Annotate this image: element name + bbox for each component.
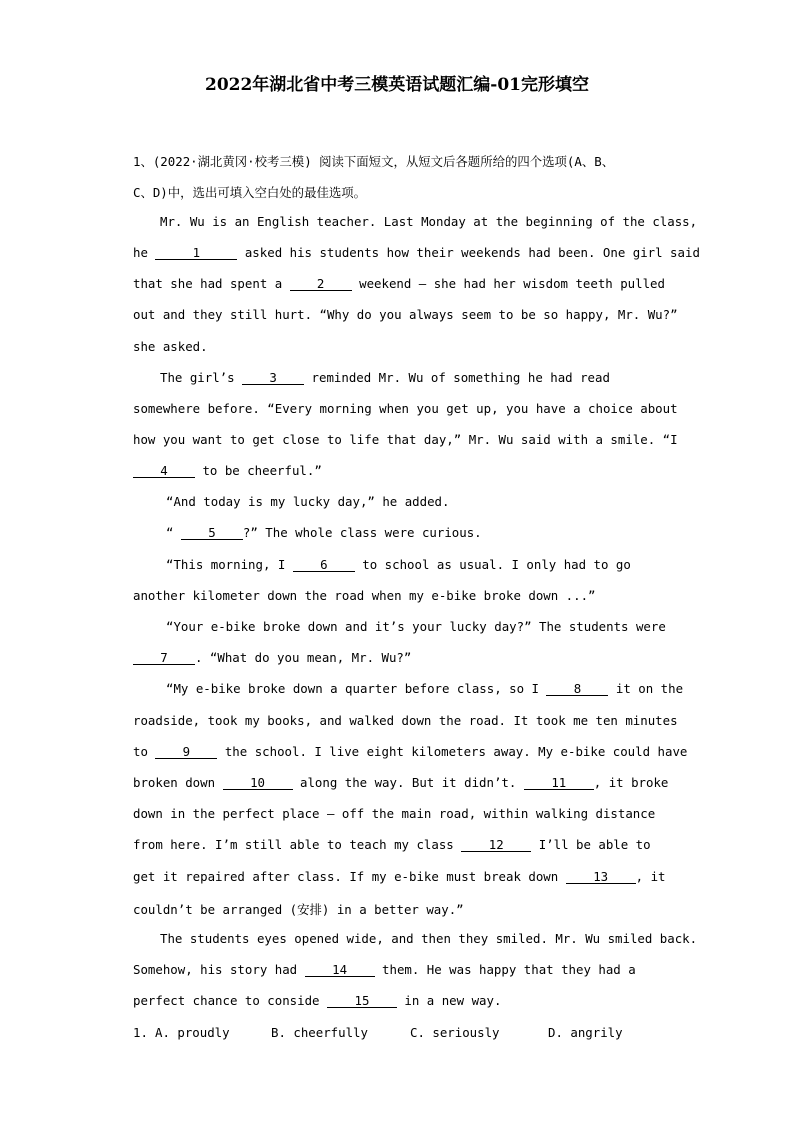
passage-text: broken down: [133, 775, 223, 790]
passage-text: “This morning, I: [166, 557, 293, 572]
passage-line: The students eyes opened wide, and then they smiled. Mr. Wu smiled back.: [160, 931, 698, 946]
document-title: 2022年湖北省中考三模英语试题汇编-01完形填空: [204, 75, 590, 95]
passage-line: “Your e-bike broke down and it’s your lucky day?” The students were: [166, 619, 666, 634]
passage-text: “My e-bike broke down a quarter before class, so I: [166, 681, 547, 696]
passage-text: ?” The whole class were curious.: [242, 525, 482, 540]
passage-text: get it repaired after class. If my e-bike must break down: [133, 869, 566, 884]
question-intro-line-1: 1、(2022·湖北黄冈·校考三模) 阅读下面短文，从短文后各题所给的四个选项(A、B、: [133, 154, 615, 169]
passage-line: [133, 869, 666, 884]
passage-line: she asked.: [133, 339, 208, 354]
passage-text: to: [133, 744, 156, 759]
blank-10: 10: [223, 776, 293, 790]
passage-text: “: [166, 525, 181, 540]
passage-text: along the way. But it didn’t.: [292, 775, 524, 790]
blank-12: 12: [461, 838, 531, 852]
question-1-number: 1.: [133, 1025, 148, 1040]
passage-text: , it: [635, 869, 666, 884]
passage-text: them. He was happy that they had a: [374, 962, 636, 977]
passage-line: [133, 245, 700, 260]
passage-line: down in the perfect place — off the main road, within walking distance: [133, 806, 656, 821]
passage-line: [166, 525, 482, 540]
passage-line: out and they still hurt. “Why do you always seem to be so happy, Mr. Wu?”: [133, 307, 678, 322]
blank-8: 8: [546, 682, 608, 696]
passage-text: I’ll be able to: [531, 837, 651, 852]
passage-text: asked his students how their weekends had been. One girl said: [237, 245, 700, 260]
passage-text: Somehow, his story had: [133, 962, 305, 977]
passage-line: another kilometer down the road when my e-bike broke down ...”: [133, 588, 596, 603]
question-1-option-b: B. cheerfully: [271, 1025, 368, 1040]
passage-text: in a new way.: [396, 993, 502, 1008]
passage-text: it on the: [608, 681, 684, 696]
passage-line: how you want to get close to life that day,” Mr. Wu said with a smile. “I: [133, 432, 678, 447]
blank-13: 13: [566, 870, 636, 884]
blank-14: 14: [305, 963, 375, 977]
passage-line: [160, 370, 610, 385]
passage-line: somewhere before. “Every morning when you get up, you have a choice about: [133, 401, 678, 416]
question-intro-line-2: C、D)中，选出可填入空白处的最佳选项。: [133, 185, 367, 200]
passage-text: weekend — she had her wisdom teeth pulled: [351, 276, 665, 291]
passage-text: to be cheerful.”: [195, 463, 322, 478]
blank-15: 15: [327, 994, 397, 1008]
blank-3: 3: [242, 371, 304, 385]
passage-line: Mr. Wu is an English teacher. Last Monday at the beginning of the class,: [160, 214, 698, 229]
blank-11: 11: [524, 776, 594, 790]
passage-text: from here. I’m still able to teach my class: [133, 837, 462, 852]
passage-text: the school. I live eight kilometers away. My e-bike could have: [217, 744, 688, 759]
passage-text: to school as usual. I only had to go: [354, 557, 631, 572]
passage-line: couldn’t be arranged (安排) in a better way.”: [133, 902, 464, 917]
passage-line: “And today is my lucky day,” he added.: [166, 494, 450, 509]
passage-text: reminded Mr. Wu of something he had read: [304, 370, 610, 385]
passage-text: that she had spent a: [133, 276, 290, 291]
question-1-option-c: C. seriously: [410, 1025, 500, 1040]
passage-line: [133, 837, 651, 852]
blank-2: 2: [290, 277, 352, 291]
blank-5: 5: [181, 526, 243, 540]
passage-text: . “What do you mean, Mr. Wu?”: [195, 650, 412, 665]
passage-text: he: [133, 245, 156, 260]
passage-text: perfect chance to conside: [133, 993, 327, 1008]
passage-text: The girl’s: [160, 370, 243, 385]
blank-6: 6: [293, 558, 355, 572]
blank-9: 9: [155, 745, 217, 759]
question-1-option-a: A. proudly: [155, 1025, 230, 1040]
passage-line: [133, 463, 322, 478]
passage-line: [133, 775, 668, 790]
blank-1: 1: [155, 246, 237, 260]
passage-line: [133, 962, 636, 977]
passage-line: [133, 650, 411, 665]
passage-line: [166, 557, 631, 572]
passage-line: [133, 744, 687, 759]
passage-line: [133, 993, 501, 1008]
question-1-option-d: D. angrily: [548, 1025, 623, 1040]
passage-text: , it broke: [593, 775, 669, 790]
blank-4: 4: [133, 464, 195, 478]
blank-7: 7: [133, 651, 195, 665]
passage-line: roadside, took my books, and walked down the road. It took me ten minutes: [133, 713, 678, 728]
passage-line: [133, 276, 665, 291]
passage-line: [166, 681, 683, 696]
